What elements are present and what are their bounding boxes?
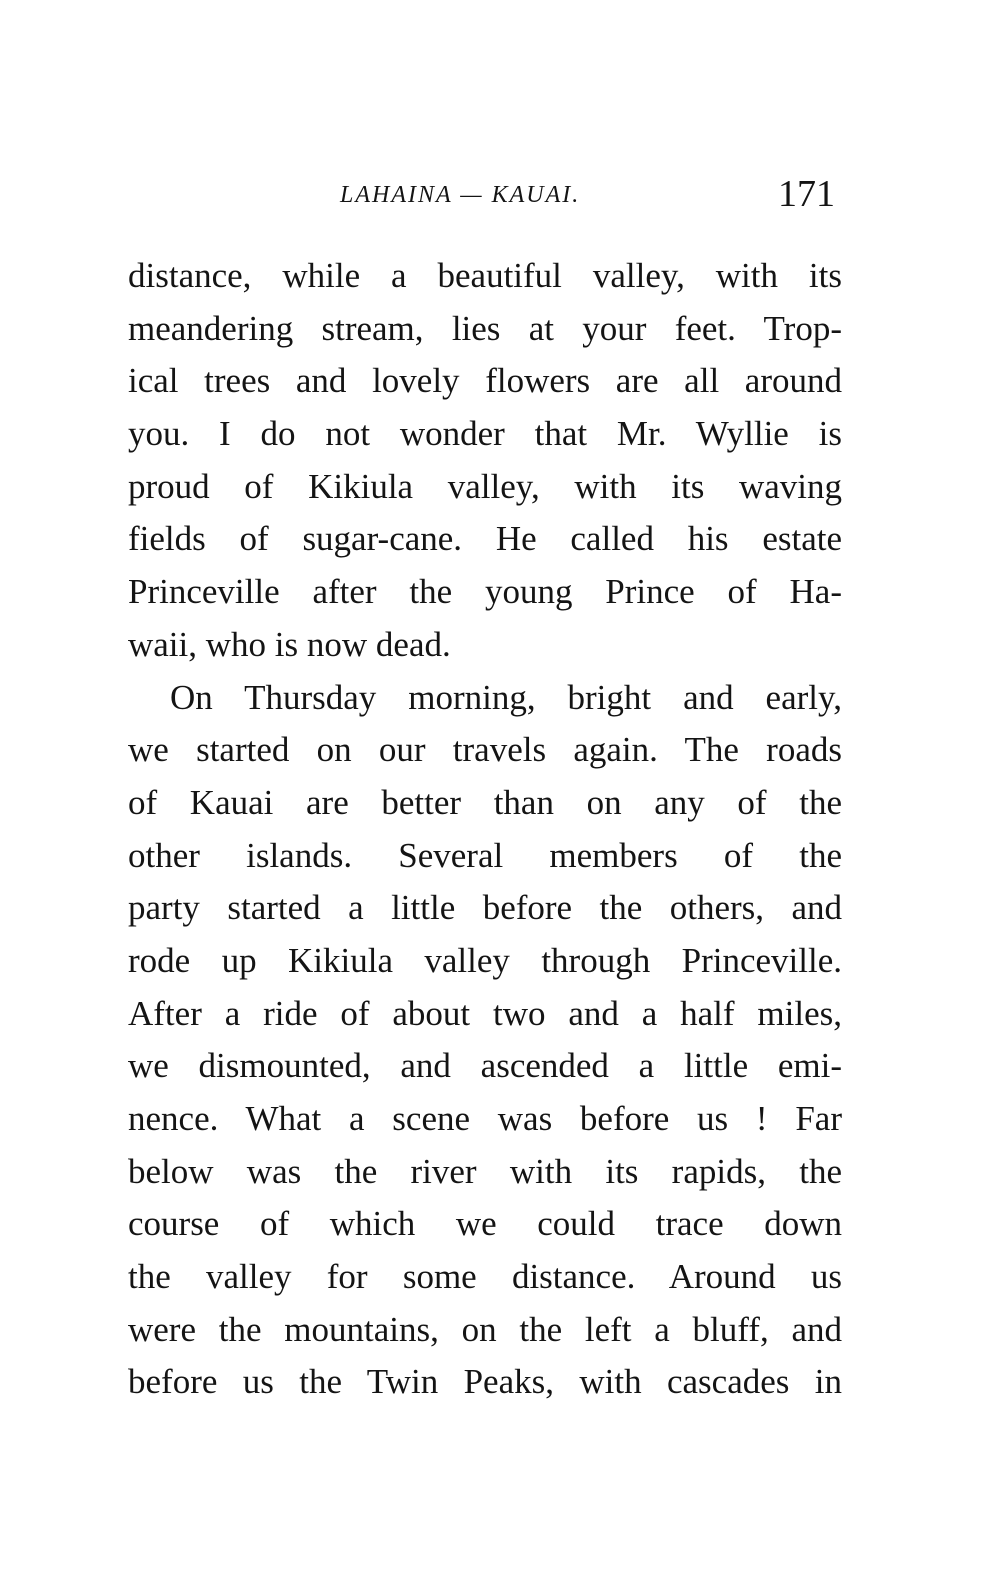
text-line: we dismounted, and ascended a little emi- bbox=[128, 1046, 842, 1086]
text-line: party started a little before the others, and bbox=[128, 888, 842, 928]
text-line: meandering stream, lies at your feet. Trop- bbox=[128, 308, 842, 348]
text-line: course of which we could trace down bbox=[128, 1204, 842, 1244]
text-line: After a ride of about two and a half miles, bbox=[128, 993, 842, 1033]
text-line: ical trees and lovely flowers are all around bbox=[128, 361, 842, 401]
text-line: rode up Kikiula valley through Princeville. bbox=[128, 940, 842, 980]
text-line: below was the river with its rapids, the bbox=[128, 1151, 842, 1191]
text-line: the valley for some distance. Around us bbox=[128, 1257, 842, 1297]
paragraph-end-line: waii, who is now dead. bbox=[128, 624, 451, 664]
text-line: Princeville after the young Prince of Ha- bbox=[128, 572, 842, 612]
text-line: proud of Kikiula valley, with its waving bbox=[128, 466, 842, 506]
text-line: other islands. Several members of the bbox=[128, 835, 842, 875]
text-line: distance, while a beautiful valley, with its bbox=[128, 256, 842, 295]
running-title: LAHAINA — KAUAI. bbox=[340, 182, 581, 208]
text-line: of Kauai are better than on any of the bbox=[128, 782, 842, 822]
body-text bbox=[128, 250, 842, 1409]
page-number: 171 bbox=[778, 173, 835, 215]
text-line: nence. What a scene was before us ! Far bbox=[128, 1099, 842, 1138]
paragraph-start-line: On Thursday morning, bright and early, bbox=[170, 677, 842, 717]
text-line: were the mountains, on the left a bluff, and bbox=[128, 1309, 842, 1349]
text-line: before us the Twin Peaks, with cascades in bbox=[128, 1362, 842, 1402]
running-head bbox=[300, 172, 860, 222]
text-line: fields of sugar-cane. He called his estate bbox=[128, 519, 842, 559]
text-line: you. I do not wonder that Mr. Wyllie is bbox=[128, 414, 842, 454]
text-line: we started on our travels again. The roads bbox=[128, 730, 842, 770]
